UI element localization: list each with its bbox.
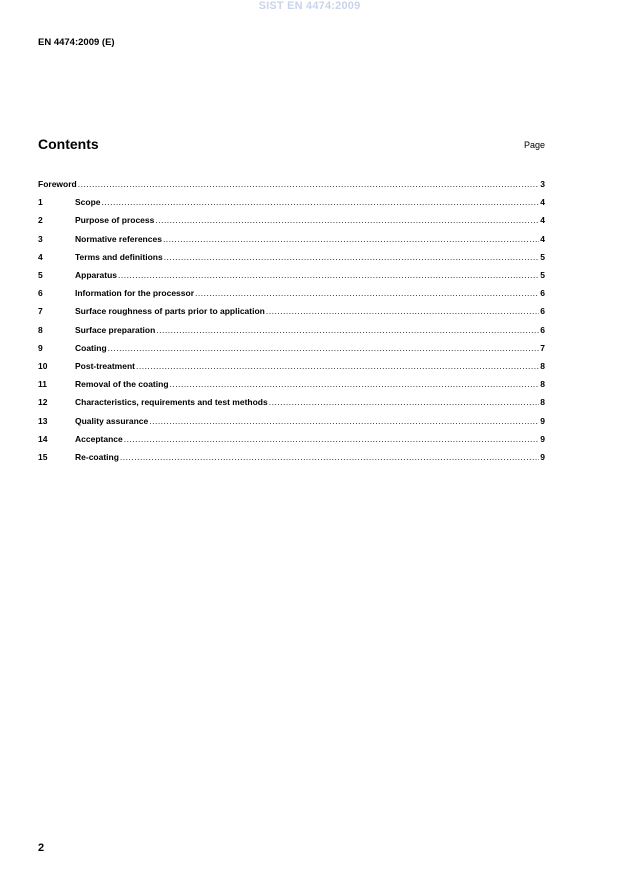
toc-entry-number: 1 — [38, 197, 43, 208]
toc-entry-6[interactable] — [38, 284, 545, 302]
toc-entry-9[interactable] — [38, 339, 545, 357]
toc-entry-page: 4 — [540, 215, 545, 226]
page-number: 2 — [38, 842, 45, 854]
toc-entry-8[interactable] — [38, 321, 545, 339]
toc-entry-title: Surface roughness of parts prior to application — [75, 306, 265, 317]
toc-entry-title: Removal of the coating — [75, 379, 169, 390]
contents-title: Contents — [38, 136, 99, 152]
toc-entry-page: 8 — [540, 379, 545, 390]
toc-entry-number: 6 — [38, 288, 43, 299]
toc-entry-page: 9 — [540, 451, 545, 462]
toc-entry-number: 11 — [38, 379, 47, 390]
dot-leader — [118, 270, 539, 280]
toc-entry-number: 5 — [38, 270, 43, 281]
watermark: SIST EN 4474:2009 — [258, 0, 361, 12]
toc-entry-7[interactable] — [38, 302, 545, 320]
toc-entry-11[interactable] — [38, 375, 545, 393]
dot-leader — [124, 434, 540, 444]
toc-entry-title: Coating — [75, 342, 107, 353]
toc-entry-15[interactable] — [38, 448, 545, 466]
toc-entry-page: 6 — [540, 324, 545, 335]
toc-entry-page: 5 — [540, 251, 545, 262]
toc-entry-page: 4 — [540, 197, 545, 208]
dot-leader — [149, 416, 539, 426]
toc-entry-title: Quality assurance — [75, 415, 149, 426]
toc-entry-page: 8 — [540, 397, 545, 408]
toc-entry-5[interactable] — [38, 266, 545, 284]
toc-entry-12[interactable] — [38, 393, 545, 411]
toc-entry-title: Scope — [75, 197, 101, 208]
dot-leader — [170, 379, 540, 389]
toc-entry-title: Acceptance — [75, 433, 123, 444]
toc-entry-page: 6 — [540, 306, 545, 317]
dot-leader — [120, 452, 539, 462]
toc-entry-page: 9 — [540, 433, 545, 444]
dot-leader — [164, 252, 540, 262]
toc-entry-page: 9 — [540, 415, 545, 426]
toc-entry-title: Post-treatment — [75, 360, 135, 371]
toc-entry-14[interactable] — [38, 430, 545, 448]
toc-entry-number: 15 — [38, 451, 48, 462]
toc-entry-number: 14 — [38, 433, 48, 444]
dot-leader — [78, 179, 540, 189]
toc-entry-10[interactable] — [38, 357, 545, 375]
dot-leader — [156, 325, 539, 335]
dot-leader — [269, 397, 540, 407]
dot-leader — [163, 234, 539, 244]
toc-entry-page: 4 — [540, 233, 545, 244]
dot-leader — [155, 215, 539, 225]
toc-entry-number: 8 — [38, 324, 43, 335]
toc-entry-1[interactable] — [38, 193, 545, 211]
toc-entry-2[interactable] — [38, 211, 545, 229]
toc-entry-title: Re-coating — [75, 451, 119, 462]
toc-entry-number: 9 — [38, 342, 43, 353]
toc-entry-number: 2 — [38, 215, 43, 226]
document-identifier: EN 4474:2009 (E) — [38, 37, 115, 48]
toc-entry-4[interactable] — [38, 248, 545, 266]
toc-entry-number: 13 — [38, 415, 48, 426]
toc-entry-foreword[interactable] — [38, 175, 545, 193]
toc-entry-page: 5 — [540, 270, 545, 281]
dot-leader — [108, 343, 540, 353]
toc-entry-3[interactable] — [38, 230, 545, 248]
toc-entry-number: 7 — [38, 306, 43, 317]
table-of-contents — [38, 175, 545, 466]
toc-entry-title: Terms and definitions — [75, 251, 163, 262]
toc-entry-page: 6 — [540, 288, 545, 299]
dot-leader — [266, 306, 539, 316]
page-column-heading: Page — [523, 140, 545, 150]
dot-leader — [136, 361, 539, 371]
toc-entry-title: Information for the processor — [75, 288, 195, 299]
toc-entry-page: 8 — [540, 360, 545, 371]
toc-entry-page: 7 — [540, 342, 545, 353]
toc-entry-number: 3 — [38, 233, 43, 244]
toc-entry-page: 3 — [540, 179, 545, 190]
dot-leader — [102, 197, 540, 207]
toc-entry-number: 10 — [38, 360, 48, 371]
toc-entry-13[interactable] — [38, 411, 545, 429]
dot-leader — [195, 288, 539, 298]
toc-entry-title: Surface preparation — [75, 324, 156, 335]
toc-entry-number: 4 — [38, 251, 43, 262]
toc-entry-title: Apparatus — [75, 270, 118, 281]
toc-entry-title: Characteristics, requirements and test methods — [75, 397, 268, 408]
toc-entry-title: Foreword — [38, 179, 77, 190]
toc-entry-number: 12 — [38, 397, 48, 408]
toc-entry-title: Normative references — [75, 233, 162, 244]
toc-entry-title: Purpose of process — [75, 215, 155, 226]
